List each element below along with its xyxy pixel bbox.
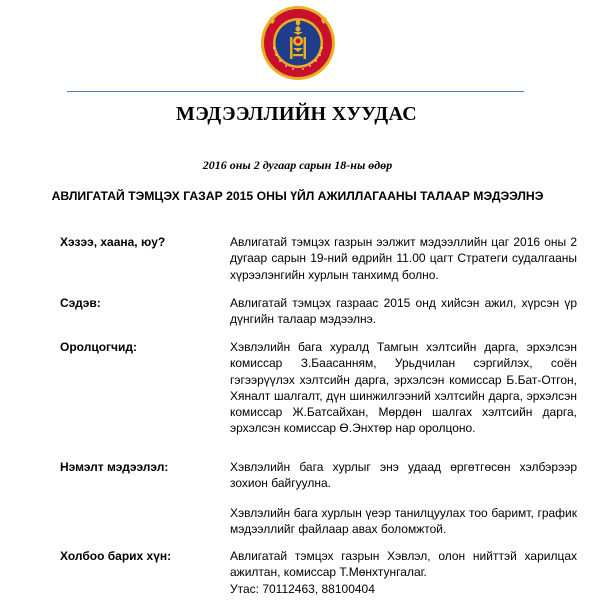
row-label: Хэзээ, хаана, юу? <box>60 235 166 249</box>
row-label: Нэмэлт мэдээлэл: <box>60 460 169 474</box>
contact-person: Авлигатай тэмцэх газрын Хэвлэл, олон нийттэй харилцах ажилтан, комиссар Т.Мөнхтунгалаг. <box>230 549 577 580</box>
header-divider <box>67 91 524 92</box>
row-value-paragraph: Хэвлэлийн бага хурлын үеэр танилцуулах тоо баримт, график мэдээллийг файлаар авах боломжтой. <box>230 505 577 536</box>
row-label: Сэдэв: <box>60 296 101 310</box>
state-emblem-logo <box>258 4 338 82</box>
row-value-paragraph: Хэвлэлийн бага хурлыг энэ удаад өргөтгөсөн хэлбэрээр зохион байгуулна. <box>230 460 577 491</box>
headline: АВЛИГАТАЙ ТЭМЦЭХ ГАЗАР 2015 ОНЫ ҮЙЛ АЖИЛЛАГААНЫ ТАЛААР МЭДЭЭЛНЭ <box>51 189 544 203</box>
row-label: Холбоо барих хүн: <box>60 549 172 563</box>
row-value <box>230 548 577 597</box>
mongolian-state-emblem-icon <box>258 4 338 82</box>
page-date: 2016 оны 2 дугаар сарын 18-ны өдөр <box>202 158 393 172</box>
contact-phone: Утас: 70112463, 88100404 <box>230 581 375 596</box>
row-value <box>230 459 577 550</box>
row-value: Хэвлэлийн бага хуралд Тамгын хэлтсийн дарга, эрхэлсэн комиссар З.Баасанням, Урьдчилан сэргийлэх, соён гэгээрүүлэх хэлтсийн дарга, эрхэлсэн комиссар Б.Бат-Отгон, Хяналт шалгалт, дүн шинжилгээний хэлтсийн дарга, эрхэлсэн комиссар Ж.Батсайхан, Мөрдөн шалгах хэлтсийн дарга, эрхэлсэн комиссар Ө.Энхтөр нар оролцоно. <box>230 340 577 436</box>
row-value: Авлигатай тэмцэх газраас 2015 онд хийсэн ажил, хүрсэн үр дүнгийн талаар мэдээлнэ. <box>230 296 577 327</box>
row-label: Оролцогчид: <box>60 340 137 354</box>
page-title: МЭДЭЭЛЛИЙН ХУУДАС <box>176 103 417 125</box>
row-value: Авлигатай тэмцэх газрын ээлжит мэдээллийн цаг 2016 оны 2 дугаар сарын 19-ний өдрийн 11.00 цагт Стратеги судалгааны хүрээлэнгийн хурлын танхимд болно. <box>230 235 577 282</box>
